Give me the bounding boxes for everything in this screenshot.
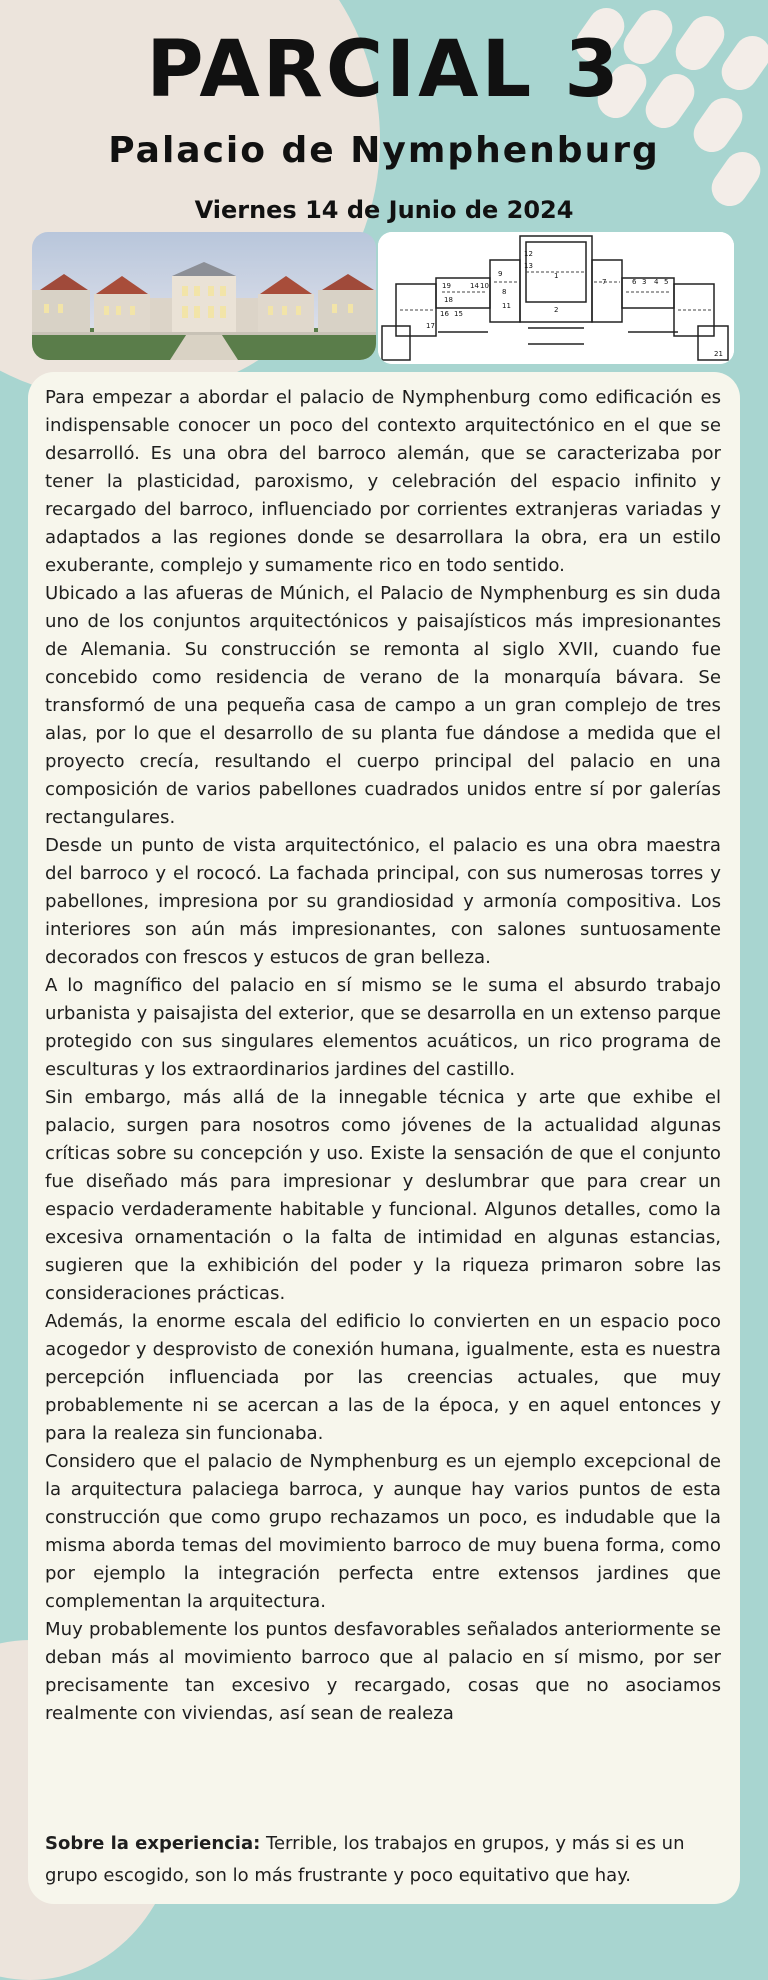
paragraph: Sin embargo, más allá de la innegable técnica y arte que exhibe el palacio, surgen para nosotros como jóvenes de la actualidad algunas críticas sobre su concepción y uso. Existe la sensación de que el conjunto fue diseñado más para impresionar y deslumbrar que para crear un espacio verdaderamente habitable y funcional. Algunos detalles, como la excesiva ornamentación o la falta de intimidad en algunas estancias, sugieren que la exhibición del poder y la riqueza primaron sobre las consideraciones prácticas. <box>45 1087 721 1304</box>
date-line: Viernes 14 de Junio de 2024 <box>194 196 574 224</box>
plan-label: 10 <box>480 282 489 290</box>
plan-label: 8 <box>502 288 507 296</box>
plan-label: 11 <box>502 302 511 310</box>
floor-plan-drawing <box>378 232 734 364</box>
plan-label: 16 <box>440 310 449 318</box>
experience-label: Sobre la experiencia: <box>45 1833 261 1854</box>
palace-photo-illustration <box>32 232 376 360</box>
plan-label: 2 <box>554 306 559 314</box>
plan-label: 13 <box>524 262 533 270</box>
plan-label: 14 <box>470 282 479 290</box>
paragraph: Desde un punto de vista arquitectónico, el palacio es una obra maestra del barroco y el rococó. La fachada principal, con sus numerosas torres y pabellones, impresiona por su grandiosidad y armonía compositiva. Los interiores son aún más impresionantes, con salones suntuosamente decorados con frescos y estucos de gran belleza. <box>45 835 721 968</box>
paragraph: Ubicado a las afueras de Múnich, el Palacio de Nymphenburg es sin duda uno de los conjuntos arquitectónicos y paisajísticos más impresionantes de Alemania. Su construcción se remonta al siglo XVII, cuando fue concebido como residencia de verano de la monarquía bávara. Se transformó de una pequeña casa de campo a un gran complejo de tres alas, por lo que el desarrollo de su planta fue dándose a medida que el proyecto crecía, resultando el cuerpo principal del palacio en una composición de varios pabellones cuadrados unidos entre sí por galerías rectangulares. <box>45 583 721 828</box>
floor-plan <box>378 232 734 364</box>
plan-label: 6 <box>632 278 637 286</box>
plan-label: 21 <box>714 350 723 358</box>
experience-text: Terrible, los trabajos en grupos, y más si es un grupo escogido, son lo más frustrante y poco equitativo que hay. <box>45 1833 685 1886</box>
paragraph: Para empezar a abordar el palacio de Nymphenburg como edificación es indispensable conocer un poco del contexto arquitectónico en el que se desarrolló. Es una obra del barroco alemán, que se caracterizaba por tener la plasticidad, paroxismo, y celebración del espacio infinito y recargado del barroco, influenciado por corrientes extranjeras variadas y adaptados a las regiones donde se desarrollara la obra, era un estilo exuberante, complejo y sumamente rico en todo sentido. <box>45 387 721 576</box>
essay-body <box>45 384 721 1728</box>
paragraph: Además, la enorme escala del edificio lo convierten en un espacio poco acogedor y desprovisto de conexión humana, igualmente, esta es nuestra percepción influenciada por las creencias actuales, que muy probablemente ni se acercan a las de la época, y en aquel entonces y para la realeza sin funcionaba. <box>45 1311 721 1444</box>
plan-label: 1 <box>554 272 559 280</box>
paragraph: Considero que el palacio de Nymphenburg es un ejemplo excepcional de la arquitectura palaciega barroca, y aunque hay varios puntos de esta construcción que como grupo rechazamos un poco, es indudable que la misma aborda temas del movimiento barroco de muy buena forma, como por ejemplo la integración perfecta entre extensos jardines que complementan la arquitectura. <box>45 1451 721 1612</box>
plan-label: 3 <box>642 278 647 286</box>
page-subtitle: Palacio de Nymphenburg <box>108 130 660 171</box>
plan-label: 18 <box>444 296 453 304</box>
plan-label: 4 <box>654 278 659 286</box>
experience-section <box>45 1828 721 1892</box>
paragraph: A lo magnífico del palacio en sí mismo se le suma el absurdo trabajo urbanista y paisajista del exterior, que se desarrolla en un extenso parque protegido con sus singulares elementos acuáticos, un rico programa de esculturas y los extraordinarios jardines del castillo. <box>45 975 721 1080</box>
plan-label: 7 <box>602 278 607 286</box>
plan-label: 5 <box>664 278 669 286</box>
paragraph: Muy probablemente los puntos desfavorables señalados anteriormente se deban más al movimiento barroco que al palacio en sí mismo, por ser precisamente tan excesivo y recargado, cosas que no asociamos realmente con viviendas, así sean de realeza <box>45 1619 721 1724</box>
palace-photo <box>32 232 376 360</box>
plan-label: 17 <box>426 322 435 330</box>
plan-label: 19 <box>442 282 451 290</box>
page-title: PARCIAL 3 <box>146 25 622 115</box>
plan-label: 15 <box>454 310 463 318</box>
plan-label: 9 <box>498 270 503 278</box>
plan-label: 12 <box>524 250 533 258</box>
